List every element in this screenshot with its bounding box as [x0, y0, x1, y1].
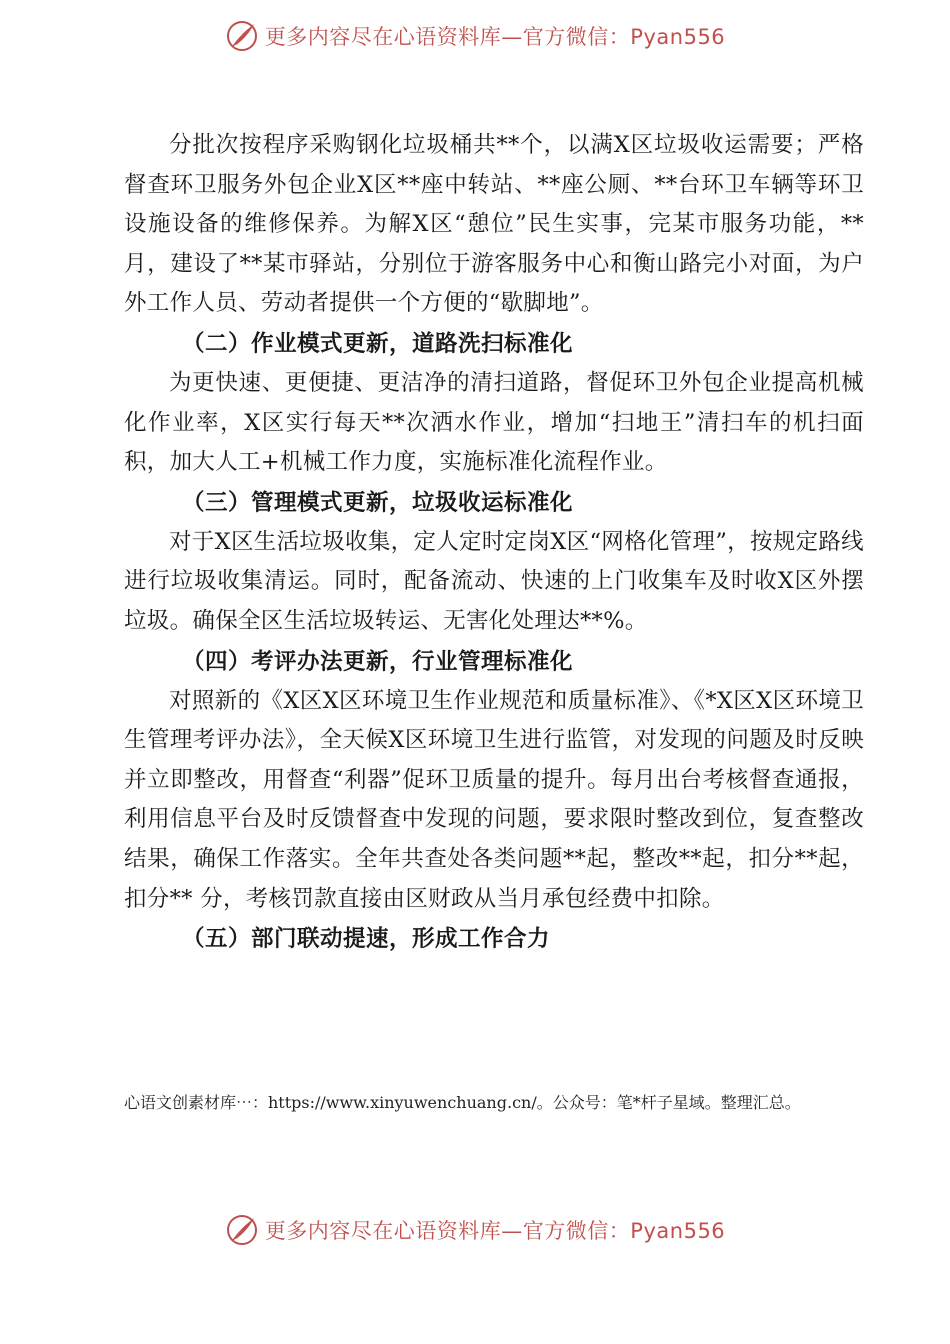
- feather-quill-logo: [225, 1213, 259, 1247]
- section-heading: （三）管理模式更新，垃圾收运标准化: [182, 489, 574, 516]
- feather-quill-logo: [225, 19, 259, 53]
- header-banner: [0, 14, 950, 58]
- paragraph: 对于X区生活垃圾收集，定人定时定岗X区“网格化管理”，按规定路线进行垃圾收集清运。同时，配备流动、快速的上门收集车及时收X区外摆垃圾。确保全区生活垃圾转运、无害化处理达**%。: [124, 528, 864, 634]
- document-body: [124, 126, 864, 959]
- paragraph: 分批次按程序采购钢化垃圾桶共**个，以满X区垃圾收运需要；严格督查环卫服务外包企业X区**座中转站、**座公厕、**台环卫车辆等环卫设施设备的维修保养。为解X区“憩位”民生实事，完某市服务功能，**月，建设了**某市驿站，分别位于游客服务中心和衡山路完小对面，为户外工作人员、劳动者提供一个方便的“歇脚地”。: [124, 132, 864, 317]
- section-heading: （五）部门联动提速，形成工作合力: [182, 926, 551, 953]
- section-heading: （四）考评办法更新，行业管理标准化: [182, 648, 574, 675]
- paragraph: 对照新的《X区X区环境卫生作业规范和质量标准》、《*X区X区环境卫生管理考评办法》，全天候X区环境卫生进行监管，对发现的问题及时反映并立即整改，用督查“利器”促环卫质量的提升。每月出台考核督查通报，利用信息平台及时反馈督查中发现的问题，要求限时整改到位，复查整改结果，确保工作落实。全年共查处各类问题**起，整改**起，扣分**起，扣分** 分，考核罚款直接由区财政从当月承包经费中扣除。: [124, 687, 864, 912]
- footer-banner: [0, 1208, 950, 1252]
- banner-text: 更多内容尽在心语资料库—官方微信：Pyan556: [264, 25, 726, 49]
- section-heading: （二）作业模式更新，道路洗扫标准化: [182, 330, 574, 357]
- source-note: 心语文创素材库⋯：https://www.xinyuwenchuang.cn/。公众号：笔*杆子星域。整理汇总。: [124, 1093, 801, 1112]
- banner-text: 更多内容尽在心语资料库—官方微信：Pyan556: [264, 1219, 726, 1243]
- paragraph: 为更快速、更便捷、更洁净的清扫道路，督促环卫外包企业提高机械化作业率，X区实行每天**次洒水作业，增加“扫地王”清扫车的机扫面积，加大人工+机械工作力度，实施标准化流程作业。: [124, 369, 864, 476]
